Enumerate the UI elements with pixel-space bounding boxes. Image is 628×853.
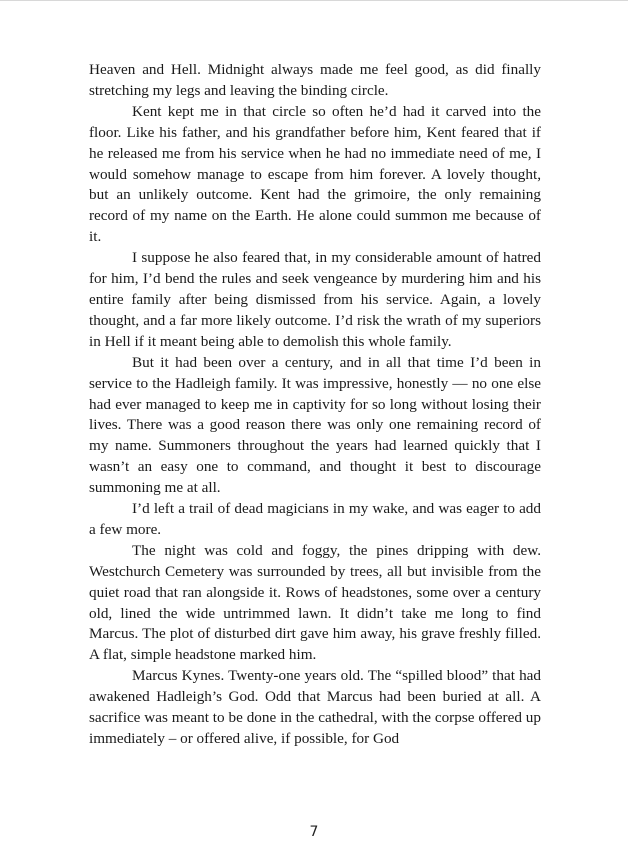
top-divider	[0, 0, 628, 1]
paragraph-1: Heaven and Hell. Midnight always made me feel good, as did finally stretching my legs and leaving the binding circle.	[89, 61, 541, 99]
paragraph-7: Marcus Kynes. Twenty-one years old. The “spilled blood” that had awakened Hadleigh’s God. Odd that Marcus had been buried at all. A sacrifice was meant to be done in the cathedral, with the corpse offered up immediately – or offered alive, if possible, for God	[89, 667, 541, 747]
paragraph-6: The night was cold and foggy, the pines dripping with dew. Westchurch Cemetery was surrounded by trees, all but invisible from the quiet road that ran alongside it. Rows of headstones, some over a century old, lined the wide untrimmed lawn. It didn’t take me long to find Marcus. The plot of disturbed dirt gave him away, his grave freshly filled. A flat, simple headstone marked him.	[89, 541, 541, 664]
paragraph-4: But it had been over a century, and in all that time I’d been in service to the Hadleigh family. It was impressive, honestly — no one else had ever managed to keep me in captivity for so long without losing their lives. There was a good reason there was only one remaining record of my name. Summoners throughout the years had learned quickly that I wasn’t an easy one to command, and thought it best to discourage summoning me at all.	[89, 353, 541, 497]
body-text	[89, 60, 541, 750]
paragraph-5: I’d left a trail of dead magicians in my wake, and was eager to add a few more.	[89, 500, 541, 538]
paragraph-2: Kent kept me in that circle so often he’d had it carved into the floor. Like his father, and his grandfather before him, Kent feared that if he released me from his service when he had no immediate need of me, I would somehow manage to escape from him forever. A lovely thought, but an unlikely outcome. Kent had the grimoire, the only remaining record of my name on the Earth. He alone could summon me because of it.	[89, 102, 541, 246]
paragraph-3: I suppose he also feared that, in my considerable amount of hatred for him, I’d bend the rules and seek vengeance by murdering him and his entire family after being dismissed from his service. Again, a lovely thought, and a far more likely outcome. I’d risk the wrath of my superiors in Hell if it meant being able to demolish this whole family.	[89, 249, 541, 350]
page-number: 7	[309, 824, 319, 840]
